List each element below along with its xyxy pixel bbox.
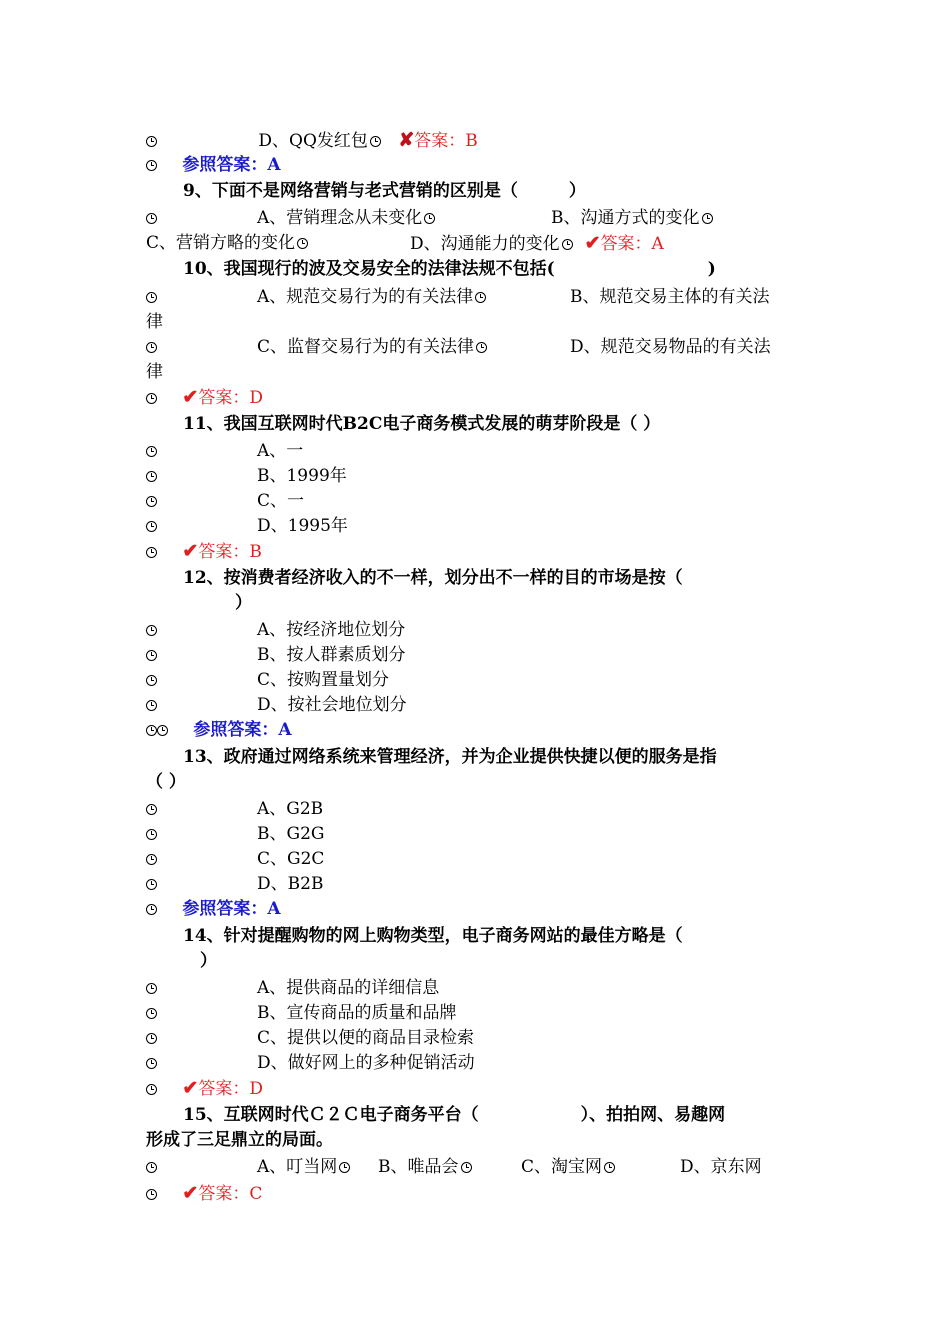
radio-clock-icon[interactable]: [604, 1162, 615, 1173]
radio-clock-icon[interactable]: [146, 496, 157, 507]
q9-option-d: D、沟通能力的变化 ✔答案：A: [410, 232, 664, 254]
radio-clock-icon[interactable]: [157, 725, 168, 736]
q12-ref-row: [146, 720, 292, 740]
radio-clock-icon[interactable]: [562, 239, 573, 250]
q10-option-c: C、监督交易行为的有关法律: [257, 337, 487, 357]
q12-stem-line1: 12、按消费者经济收入的不一样，划分出不一样的目的市场是按（: [183, 568, 683, 588]
q15-option-a: A、叮当网: [257, 1157, 350, 1177]
radio-clock-icon[interactable]: [146, 471, 157, 482]
q14-option-b-row: [146, 1003, 457, 1023]
q14-option-c-row: [146, 1028, 475, 1048]
radio-clock-icon[interactable]: [297, 238, 308, 249]
q13-option-d: D、B2B: [257, 874, 324, 894]
q13-option-b: B、G2G: [257, 824, 325, 844]
radio-clock-icon[interactable]: [476, 342, 487, 353]
q14-option-d: D、做好网上的多种促销活动: [257, 1053, 475, 1073]
q9-options-row1: [146, 208, 700, 228]
q12-option-d-row: [146, 695, 407, 715]
q13-option-a-row: [146, 799, 324, 819]
q14-option-b: B、宣传商品的质量和品牌: [257, 1003, 457, 1023]
radio-clock-icon[interactable]: [146, 675, 157, 686]
q14-option-a-row: [146, 978, 440, 998]
q10-answer-row: [146, 387, 263, 408]
radio-clock-icon[interactable]: [146, 136, 157, 147]
radio-clock-icon[interactable]: [461, 1162, 472, 1173]
radio-clock-icon[interactable]: [146, 829, 157, 840]
q10-option-a: A、规范交易行为的有关法律: [257, 287, 486, 307]
q12-option-b-row: [146, 645, 406, 665]
q11-option-d-row: [146, 516, 348, 536]
q11-option-c-row: [146, 491, 305, 511]
radio-clock-icon[interactable]: [146, 342, 157, 353]
q12-option-c-row: [146, 670, 390, 690]
q13-stem-line2: （ ）: [146, 772, 186, 792]
q9-option-c: C、营销方略的变化: [146, 233, 296, 253]
check-mark-icon: ✔: [584, 232, 601, 254]
q10-option-d: D、规范交易物品的有关法: [570, 337, 771, 357]
radio-clock-icon[interactable]: [339, 1162, 350, 1173]
radio-clock-icon[interactable]: [146, 1058, 157, 1069]
q14-stem-line2: ）: [200, 951, 217, 971]
q10-stem: 10、我国现行的波及交易安全的法律法规不包括( ): [183, 259, 716, 279]
q15-stem-line2: 形成了三足鼎立的局面。: [146, 1130, 333, 1150]
radio-clock-icon[interactable]: [146, 983, 157, 994]
q15-stem-line1: 15、互联网时代Ｃ２Ｃ电子商务平台（ ）、拍拍网、易趣网: [183, 1105, 726, 1125]
q10-option-d-wrap: 律: [146, 362, 163, 382]
q10-option-b: B、规范交易主体的有关法: [570, 287, 770, 307]
q15-option-b: B、唯品会: [378, 1157, 472, 1177]
q8-option-d: D、QQ发红包: [258, 131, 368, 151]
q11-option-c: C、一: [257, 491, 305, 511]
radio-clock-icon[interactable]: [146, 292, 157, 303]
radio-clock-icon[interactable]: [146, 160, 157, 171]
q10-answer: 答案：D: [198, 388, 263, 408]
q13-option-a: A、G2B: [257, 799, 324, 819]
radio-clock-icon[interactable]: [475, 292, 486, 303]
q8-answer: 答案：B: [414, 131, 478, 151]
check-mark-icon: ✔: [182, 1182, 199, 1204]
q15-option-c: C、淘宝网: [521, 1157, 615, 1177]
q12-ref-answer: 参照答案：A: [193, 720, 292, 740]
q9-answer: 答案：A: [600, 234, 664, 254]
q14-option-d-row: [146, 1053, 475, 1073]
q13-stem-line1: 13、政府通过网络系统来管理经济，并为企业提供快捷以便的服务是指: [183, 747, 717, 767]
q13-option-b-row: [146, 824, 325, 844]
q14-answer-row: [146, 1078, 263, 1099]
radio-clock-icon[interactable]: [146, 1033, 157, 1044]
radio-clock-icon[interactable]: [146, 1084, 157, 1095]
radio-clock-icon[interactable]: [146, 650, 157, 661]
radio-clock-icon[interactable]: [146, 625, 157, 636]
q11-answer-row: [146, 541, 262, 562]
q8-ref-answer: 参照答案：A: [182, 155, 281, 175]
q11-option-a: A、一: [257, 441, 304, 461]
q8-option-d-row: [146, 130, 478, 151]
radio-clock-icon[interactable]: [146, 1008, 157, 1019]
q10-options-row2: [146, 337, 771, 357]
check-mark-icon: ✔: [182, 386, 199, 408]
radio-clock-icon[interactable]: [146, 213, 157, 224]
q13-ref-row: [146, 899, 281, 919]
q14-option-a: A、提供商品的详细信息: [257, 978, 440, 998]
check-mark-icon: ✔: [182, 1077, 199, 1099]
radio-clock-icon[interactable]: [146, 446, 157, 457]
radio-clock-icon[interactable]: [146, 854, 157, 865]
radio-clock-icon[interactable]: [146, 700, 157, 711]
q9-stem: 9、下面不是网络营销与老式营销的区别是（ ）: [183, 181, 586, 201]
radio-clock-icon[interactable]: [370, 136, 381, 147]
q14-option-c: C、提供以便的商品目录检索: [257, 1028, 475, 1048]
q12-option-d: D、按社会地位划分: [257, 695, 407, 715]
q10-options-row1: [146, 287, 770, 307]
q11-stem: 11、我国互联网时代B2C电子商务模式发展的萌芽阶段是（ ）: [183, 414, 661, 434]
q13-ref-answer: 参照答案：A: [182, 899, 281, 919]
q13-option-c-row: [146, 849, 325, 869]
q11-option-b: B、1999年: [257, 466, 347, 486]
q13-option-c: C、G2C: [257, 849, 325, 869]
q10-option-b-wrap: 律: [146, 312, 163, 332]
q12-option-a-row: [146, 620, 406, 640]
q9-options-row2: [146, 232, 664, 254]
radio-clock-icon[interactable]: [146, 1189, 157, 1200]
q15-answer-row: [146, 1183, 262, 1204]
q14-answer: 答案：D: [198, 1079, 263, 1099]
radio-clock-icon[interactable]: [146, 879, 157, 890]
radio-clock-icon[interactable]: [146, 904, 157, 915]
check-mark-icon: ✔: [182, 540, 199, 562]
q13-option-d-row: [146, 874, 324, 894]
radio-clock-icon[interactable]: [146, 393, 157, 404]
q11-option-d: D、1995年: [257, 516, 348, 536]
q11-option-a-row: [146, 441, 304, 461]
radio-clock-icon[interactable]: [424, 213, 435, 224]
q12-option-c: C、按购置量划分: [257, 670, 390, 690]
q15-options-row: [146, 1157, 762, 1177]
q11-option-b-row: [146, 466, 347, 486]
q8-ref-row: [146, 155, 281, 175]
q15-option-d: D、京东网: [680, 1157, 762, 1177]
q9-option-a: A、营销理念从未变化: [257, 208, 435, 228]
radio-clock-icon[interactable]: [146, 547, 157, 558]
radio-clock-icon[interactable]: [146, 725, 157, 736]
radio-clock-icon[interactable]: [146, 804, 157, 815]
radio-clock-icon[interactable]: [146, 1162, 157, 1173]
cross-mark-icon: ✘: [398, 129, 415, 151]
q12-option-b: B、按人群素质划分: [257, 645, 406, 665]
q15-answer: 答案：C: [198, 1184, 263, 1204]
q12-option-a: A、按经济地位划分: [257, 620, 406, 640]
q11-answer: 答案：B: [198, 542, 262, 562]
q12-stem-line2: ）: [235, 593, 252, 613]
q9-option-b: B、沟通方式的变化: [551, 208, 713, 228]
radio-clock-icon[interactable]: [146, 521, 157, 532]
radio-clock-icon[interactable]: [702, 213, 713, 224]
q14-stem-line1: 14、针对提醒购物的网上购物类型，电子商务网站的最佳方略是（: [183, 926, 683, 946]
